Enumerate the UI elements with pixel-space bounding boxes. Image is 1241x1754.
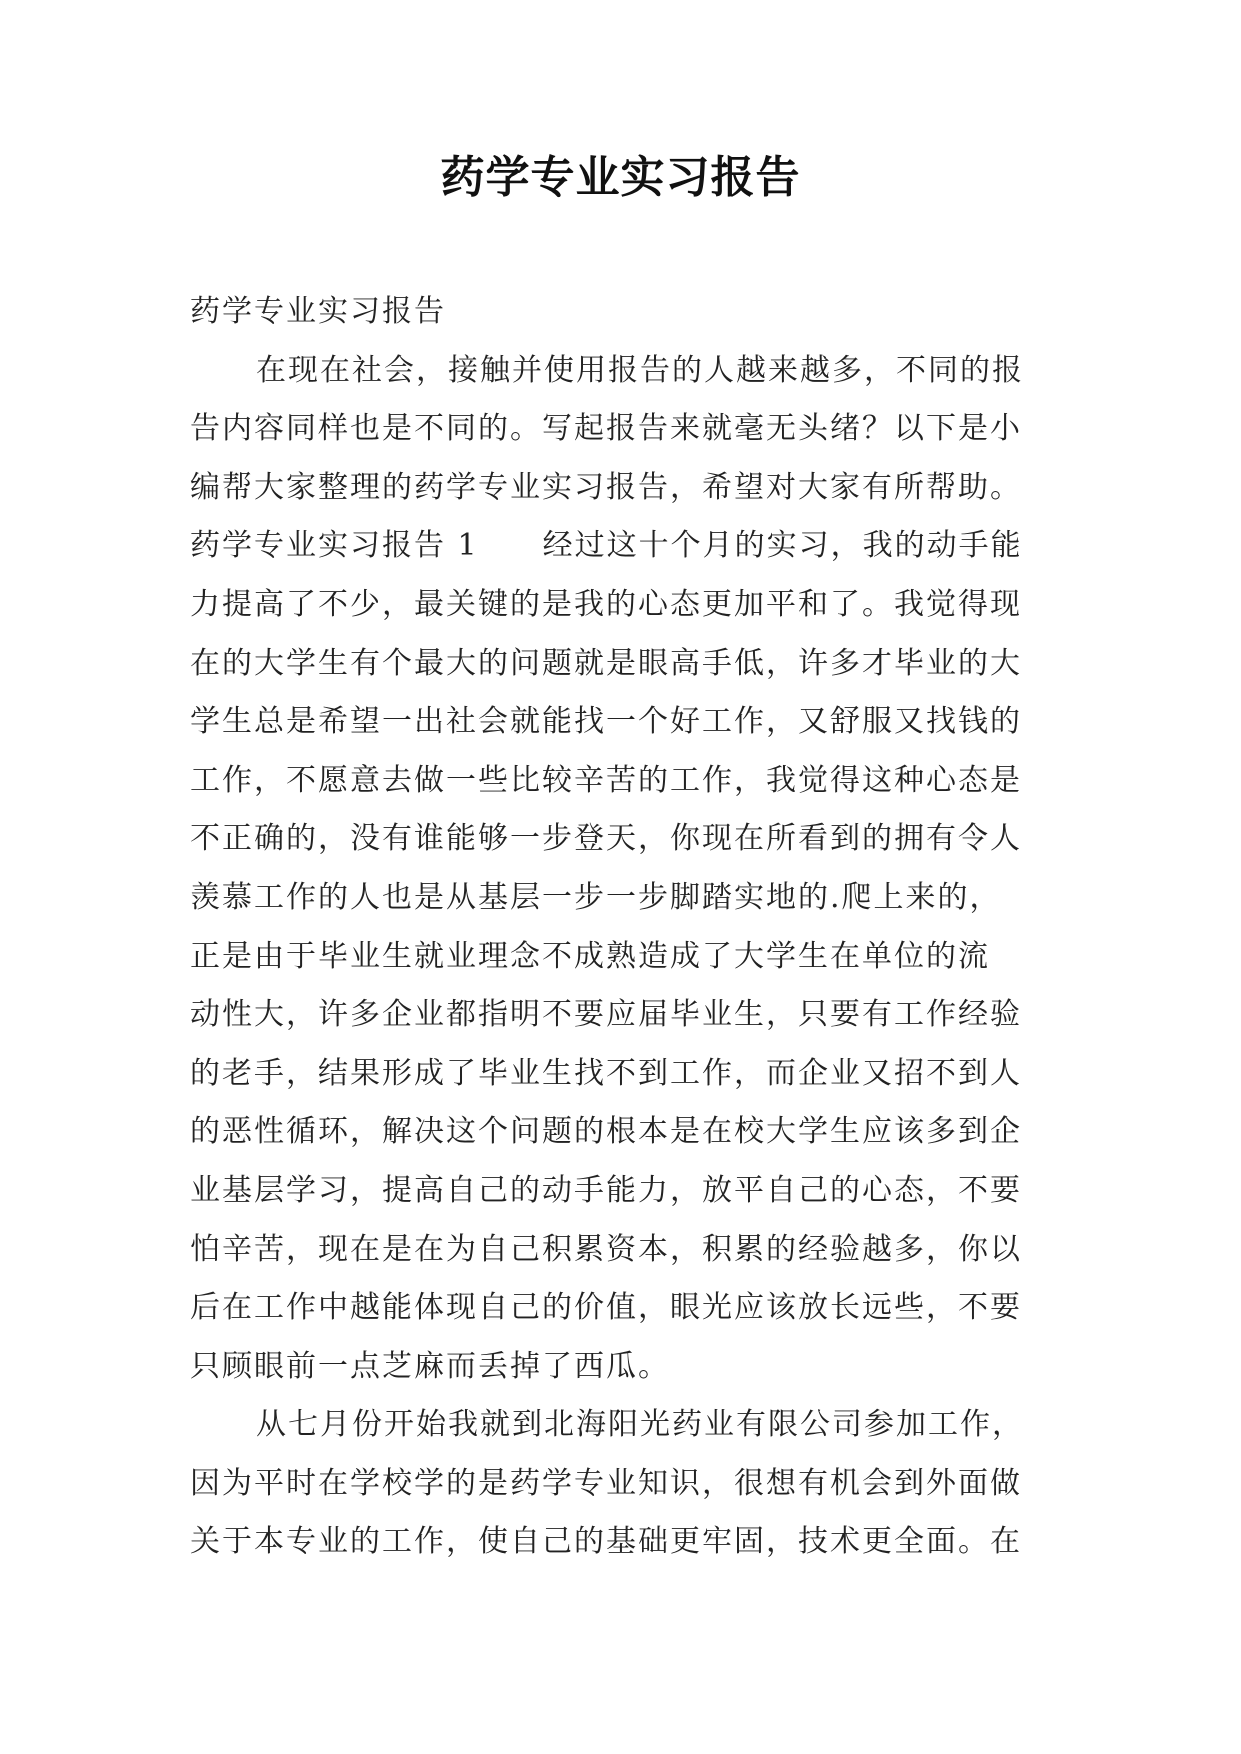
document-body bbox=[190, 283, 1090, 1572]
body-text-line: 药学专业实习报告 1 经过这十个月的实习，我的动手能 bbox=[190, 528, 1023, 564]
body-text-line: 不正确的，没有谁能够一步登天，你现在所看到的拥有令人 bbox=[190, 821, 1022, 857]
body-text-line: 工作，不愿意去做一些比较辛苦的工作，我觉得这种心态是 bbox=[190, 762, 1022, 798]
body-text-line: 告内容同样也是不同的。写起报告来就毫无头绪？以下是小 bbox=[190, 411, 1022, 447]
body-text-line: 在的大学生有个最大的问题就是眼高手低，许多才毕业的大 bbox=[190, 645, 1022, 681]
body-text-line: 因为平时在学校学的是药学专业知识，很想有机会到外面做 bbox=[190, 1465, 1022, 1501]
body-text-line: 的恶性循环，解决这个问题的根本是在校大学生应该多到企 bbox=[190, 1114, 1022, 1150]
body-text-line: 力提高了不少，最关键的是我的心态更加平和了。我觉得现 bbox=[190, 586, 1022, 622]
body-text-line: 学生总是希望一出社会就能找一个好工作，又舒服又找钱的 bbox=[190, 704, 1022, 740]
body-text-line: 药学专业实习报告 bbox=[190, 294, 446, 329]
body-text-line: 正是由于毕业生就业理念不成熟造成了大学生在单位的流 bbox=[190, 938, 990, 974]
body-text-line: 动性大，许多企业都指明不要应届毕业生，只要有工作经验 bbox=[190, 997, 1022, 1033]
body-text-line: 后在工作中越能体现自己的价值，眼光应该放长远些，不要 bbox=[190, 1290, 1022, 1326]
body-text-line: 从七月份开始我就到北海阳光药业有限公司参加工作， bbox=[256, 1407, 1024, 1443]
body-text-line: 业基层学习，提高自己的动手能力，放平自己的心态，不要 bbox=[190, 1172, 1022, 1208]
body-text-line: 羡慕工作的人也是从基层一步一步脚踏实地的.爬上来的， bbox=[190, 879, 1002, 915]
body-text-line: 怕辛苦，现在是在为自己积累资本，积累的经验越多，你以 bbox=[190, 1231, 1022, 1267]
body-text-line: 编帮大家整理的药学专业实习报告，希望对大家有所帮助。 bbox=[190, 469, 1022, 505]
document-title: 药学专业实习报告 bbox=[440, 152, 801, 203]
body-text-line: 的老手，结果形成了毕业生找不到工作，而企业又招不到人 bbox=[190, 1055, 1022, 1091]
body-text-line: 在现在社会，接触并使用报告的人越来越多，不同的报 bbox=[256, 352, 1024, 388]
body-text-line: 只顾眼前一点芝麻而丢掉了西瓜。 bbox=[190, 1348, 670, 1384]
body-text-line: 关于本专业的工作，使自己的基础更牢固，技术更全面。在 bbox=[190, 1524, 1022, 1560]
